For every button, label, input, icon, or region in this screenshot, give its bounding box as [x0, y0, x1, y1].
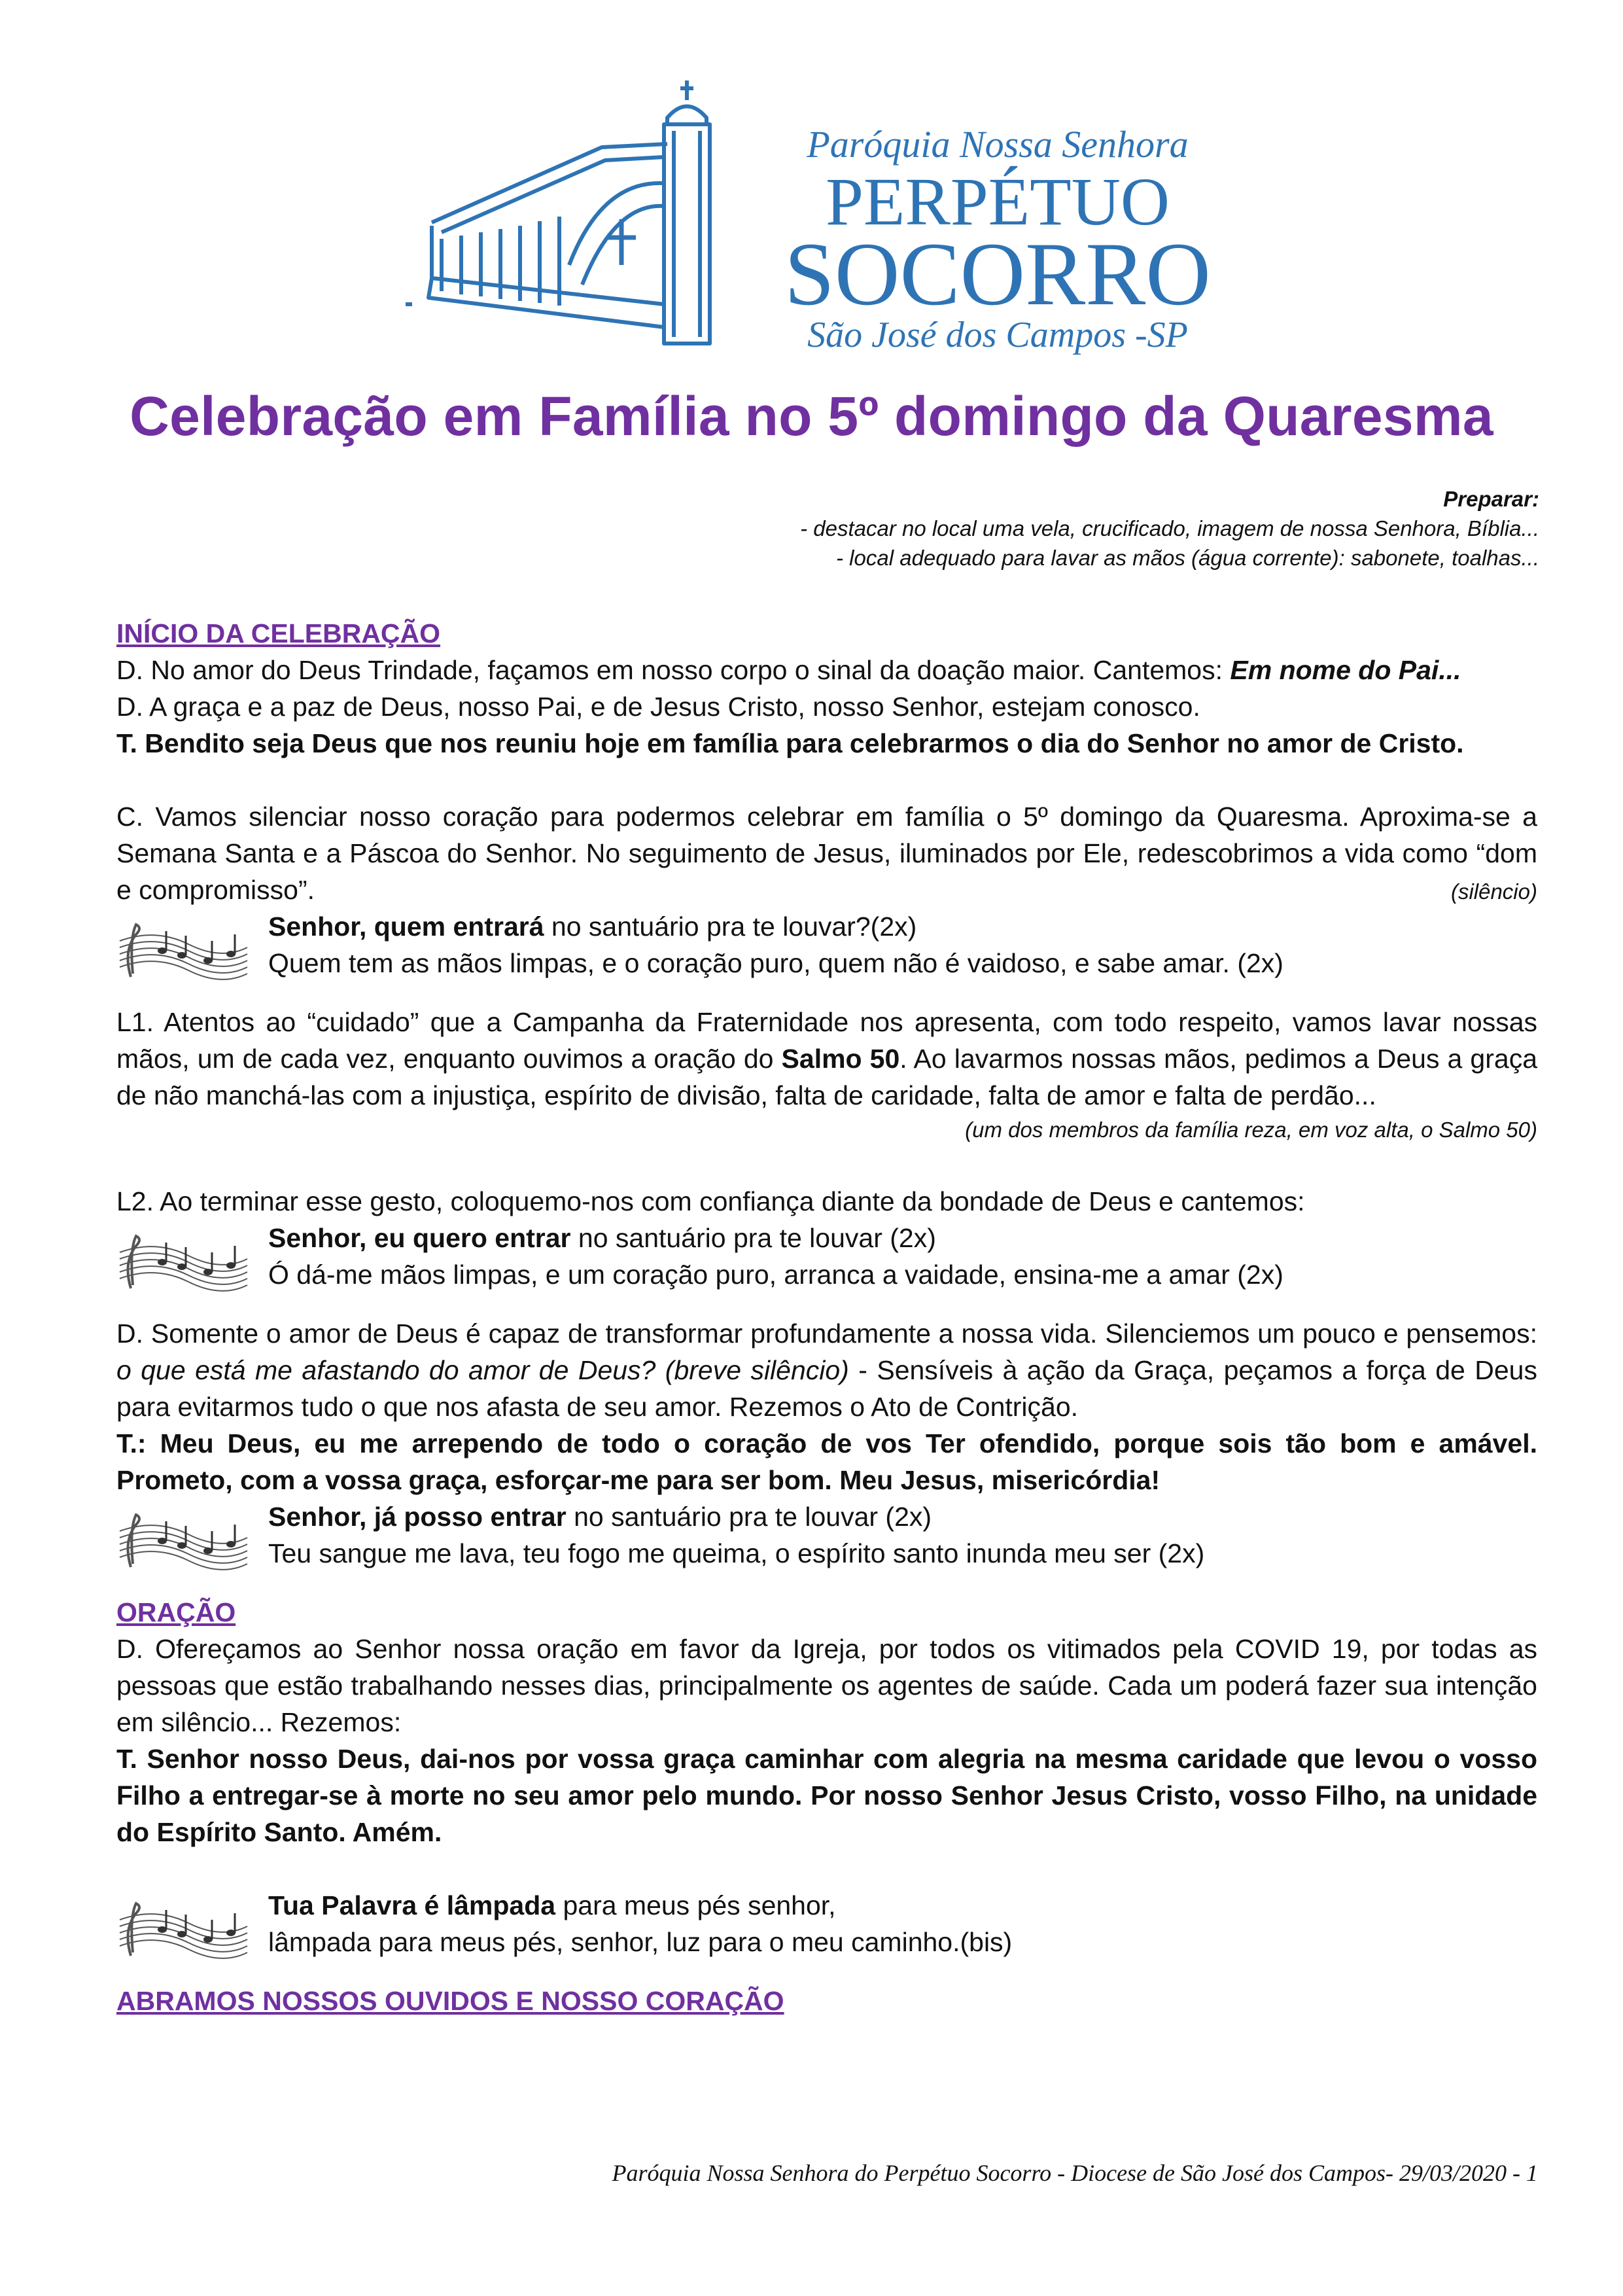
- paragraph-d3: D. Somente o amor de Deus é capaz de transformar profundamente a nossa vida. Silenciemos um pouco e pensemos: o que está me afastando do amor de Deus? (breve silêncio) - Sensíveis à ação da Graça, peçamos a força de Deus para evitarmos tudo o que nos afasta de seu amor. Rezemos o Ato de Contrição.: [116, 1318, 1537, 1422]
- song-line: Senhor, eu quero entrar no santuário pra te louvar (2x): [268, 1223, 936, 1253]
- song-line: Teu sangue me lava, teu fogo me queima, o espírito santo inunda meu ser (2x): [268, 1538, 1205, 1568]
- song-line: Quem tem as mãos limpas, e o coração puro, quem não é vaidoso, e sabe amar. (2x): [268, 948, 1283, 978]
- music-notes-icon: [116, 915, 251, 980]
- note-salmo: (um dos membros da família reza, em voz alta, o Salmo 50): [965, 1118, 1537, 1142]
- song-line: Senhor, quem entrará no santuário pra te louvar?(2x): [268, 911, 917, 942]
- celebration-content: [116, 615, 1537, 2019]
- logo-line4: São José dos Campos -SP: [807, 315, 1188, 355]
- paragraph-t1: T. Bendito seja Deus que nos reuniu hoje em família para celebrarmos o dia do Senhor no amor de Cristo.: [116, 728, 1464, 758]
- prepare-heading: Preparar:: [1443, 487, 1539, 511]
- paragraph-contricao: T.: Meu Deus, eu me arrependo de todo o coração de vos Ter ofendido, porque sois tão bom e amável. Prometo, com a vossa graça, esforçar-me para ser bom. Meu Jesus, misericórdia!: [116, 1428, 1537, 1495]
- logo-line1: Paróquia Nossa Senhora: [807, 123, 1189, 166]
- paragraph-d2: D. A graça e a paz de Deus, nosso Pai, e de Jesus Cristo, nosso Senhor, estejam conosco.: [116, 692, 1200, 722]
- music-notes-icon: [116, 1226, 251, 1292]
- music-notes-icon: [116, 1894, 251, 1959]
- song-block: [116, 908, 1537, 981]
- note-silencio: (silêncio): [1450, 879, 1537, 904]
- page-footer: Paróquia Nossa Senhora do Perpétuo Socorro - Diocese de São José dos Campos- 29/03/2020 - 1: [612, 2160, 1538, 2186]
- song-block: [116, 1887, 1537, 1960]
- song-line: lâmpada para meus pés, senhor, luz para o meu caminho.(bis): [268, 1927, 1013, 1957]
- prepare-box: [623, 484, 1539, 573]
- song-block: [116, 1498, 1537, 1572]
- paragraph-oracao-t: T. Senhor nosso Deus, dai-nos por vossa graça caminhar com alegria na mesma caridade que levou o vosso Filho a entregar-se à morte no seu amor pelo mundo. Por nosso Senhor Jesus Cristo, vosso Filho, na unidade do Espírito Santo. Amém.: [116, 1744, 1537, 1847]
- logo-line2: PERPÉTUO: [826, 164, 1170, 239]
- paragraph-l1: L1. Atentos ao “cuidado” que a Campanha da Fraternidade nos apresenta, com todo respeito, vamos lavar nossas mãos, um de cada vez, enquanto ouvimos a oração do Salmo 50. Ao lavarmos nossas mãos, pedimos a Deus a graça de não manchá-las com a injustiça, espírito de divisão, falta de caridade, falta de amor e falta de perdão...: [116, 1007, 1537, 1110]
- section-heading-oracao: ORAÇÃO: [116, 1597, 236, 1627]
- song-block: [116, 1220, 1537, 1293]
- song-line: Ó dá-me mãos limpas, e um coração puro, arranca a vaidade, ensina-me a amar (2x): [268, 1260, 1283, 1290]
- parish-logo: [406, 69, 1256, 357]
- prepare-item: - destacar no local uma vela, crucificado, imagem de nossa Senhora, Bíblia...: [800, 516, 1539, 540]
- church-icon: [406, 69, 1256, 357]
- paragraph-c1: C. Vamos silenciar nosso coração para podermos celebrar em família o 5º domingo da Quaresma. Aproxima-se a Semana Santa e a Páscoa do Senhor. No seguimento de Jesus, iluminados por Ele, redescobrimos a vida como “dom e compromisso”.: [116, 802, 1537, 905]
- page-title: Celebração em Família no 5º domingo da Quaresma: [130, 385, 1493, 447]
- section-heading-inicio: INÍCIO DA CELEBRAÇÃO: [116, 618, 441, 648]
- paragraph-l2: L2. Ao terminar esse gesto, coloquemo-nos com confiança diante da bondade de Deus e cantemos:: [116, 1186, 1305, 1216]
- song-line: Tua Palavra é lâmpada para meus pés senhor,: [268, 1890, 836, 1920]
- logo-line3: SOCORRO: [784, 224, 1211, 324]
- music-notes-icon: [116, 1505, 251, 1570]
- paragraph-oracao-d: D. Ofereçamos ao Senhor nossa oração em favor da Igreja, por todos os vitimados pela COVID 19, por todas as pessoas que estão trabalhando nesses dias, principalmente os agentes de saúde. Cada um poderá fazer sua intenção em silêncio... Rezemos:: [116, 1634, 1537, 1737]
- paragraph-d1: D. No amor do Deus Trindade, façamos em nosso corpo o sinal da doação maior. Cantemos: Em nome do Pai...: [116, 655, 1461, 685]
- song-line: Senhor, já posso entrar no santuário pra te louvar (2x): [268, 1502, 932, 1532]
- section-heading-abramos: ABRAMOS NOSSOS OUVIDOS E NOSSO CORAÇÃO: [116, 1986, 784, 2016]
- prepare-item: - local adequado para lavar as mãos (água corrente): sabonete, toalhas...: [836, 546, 1539, 570]
